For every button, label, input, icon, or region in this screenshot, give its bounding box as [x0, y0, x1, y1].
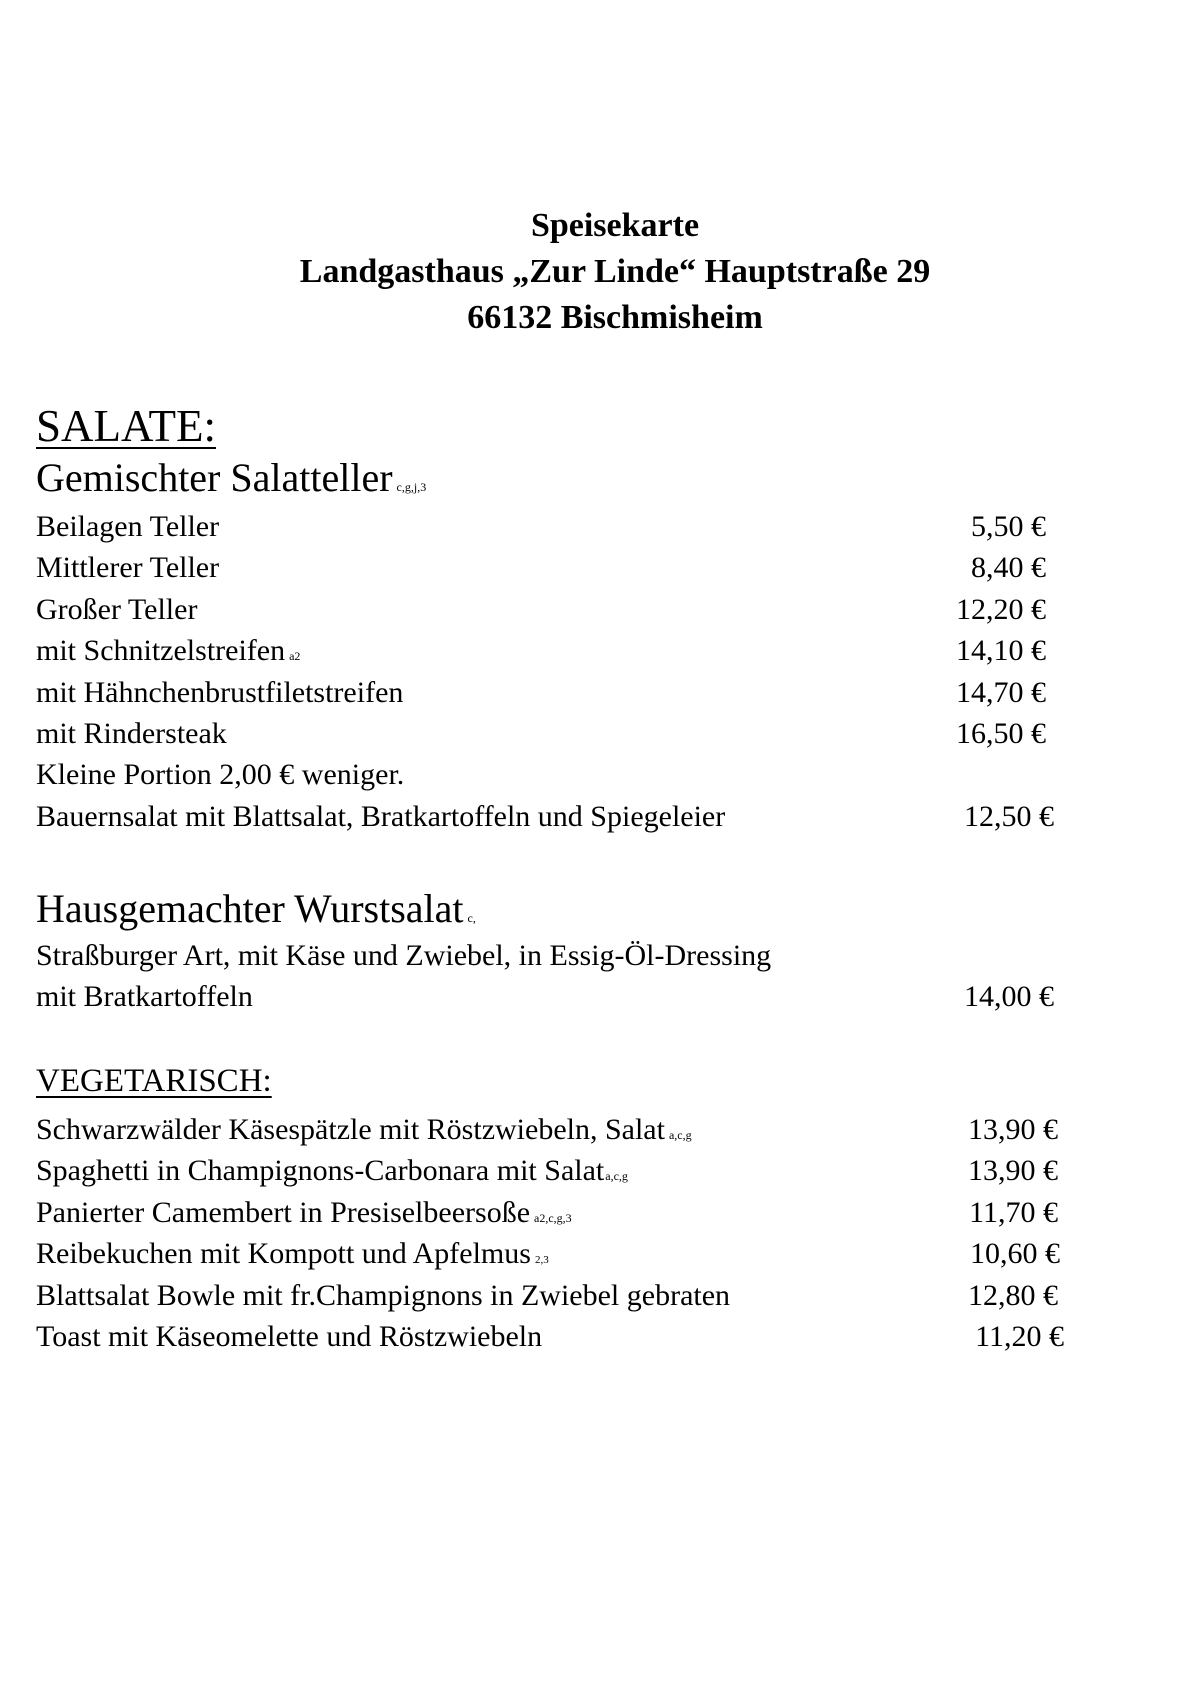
item-price: 13,90 €	[968, 1154, 1058, 1187]
menu-item	[36, 717, 227, 751]
allergen-note: a2	[289, 649, 301, 663]
item-price: 12,50 €	[964, 800, 1054, 833]
menu-item	[36, 1279, 730, 1313]
item-price: 14,70 €	[956, 676, 1046, 709]
menu-item	[36, 800, 725, 834]
item-price: 10,60 €	[970, 1237, 1060, 1270]
allergen-note: a,c,g	[668, 1128, 692, 1142]
allergen-note: 2,3	[534, 1254, 549, 1266]
item-name: Blattsalat Bowle mit fr.Champignons in Zwiebel gebraten	[36, 1279, 731, 1312]
allergen-note: a,c,g	[605, 1169, 628, 1183]
section-title-vegetarisch: VEGETARISCH:	[36, 1063, 272, 1099]
portion-note: Kleine Portion 2,00 € weniger.	[36, 758, 405, 791]
item-name: Spaghetti in Champignons-Carbonara mit Salat	[36, 1154, 605, 1187]
menu-item	[36, 634, 300, 668]
item-name: Reibekuchen mit Kompott und Apfelmus	[36, 1237, 531, 1270]
subheading-text: Hausgemachter Wurstsalat	[36, 886, 464, 931]
item-price: 16,50 €	[956, 717, 1046, 750]
item-price: 13,90 €	[968, 1113, 1058, 1146]
item-name: mit Rindersteak	[36, 717, 227, 750]
menu-item	[36, 1154, 628, 1188]
allergen-note: c,g,j,3	[396, 480, 427, 494]
menu-header	[0, 203, 1190, 341]
item-price: 12,20 €	[956, 593, 1046, 626]
section-title-salate: SALATE:	[36, 401, 216, 451]
item-name: Toast mit Käseomelette und Röstzwiebeln	[36, 1320, 543, 1353]
item-name: Schwarzwälder Käsespätzle mit Röstzwiebeln, Salat	[36, 1113, 665, 1146]
item-price: 11,70 €	[969, 1196, 1058, 1229]
item-price: 11,20 €	[975, 1320, 1064, 1353]
item-name: Bauernsalat mit Blattsalat, Bratkartoffeln und Spiegeleier	[36, 800, 726, 833]
item-name: mit Hähnchenbrustfiletstreifen	[36, 676, 404, 709]
menu-item	[36, 551, 219, 585]
menu-item	[36, 1113, 692, 1147]
menu-item	[36, 593, 197, 627]
subheading-text: Gemischter Salatteller	[36, 455, 393, 500]
menu-title: Speisekarte	[530, 207, 700, 244]
item-price: 12,80 €	[968, 1279, 1058, 1312]
subheading-wurstsalat	[36, 885, 476, 932]
allergen-note: a2,c,g,3	[534, 1211, 572, 1225]
item-name: mit Schnitzelstreifen	[36, 634, 286, 667]
item-price: 8,40 €	[971, 551, 1046, 584]
restaurant-address: Landgasthaus „Zur Linde“ Hauptstraße 29	[299, 253, 931, 290]
item-price: 14,00 €	[964, 980, 1054, 1013]
menu-item	[36, 676, 403, 710]
item-description: Straßburger Art, mit Käse und Zwiebel, in Essig-Öl-Dressing	[36, 939, 772, 972]
menu-item	[36, 510, 219, 544]
item-price: 14,10 €	[956, 634, 1046, 667]
item-description: mit Bratkartoffeln	[36, 980, 253, 1013]
menu-item	[36, 1320, 542, 1354]
allergen-note: c,	[467, 911, 476, 925]
item-name: Beilagen Teller	[36, 510, 220, 543]
subheading-gemischter-salatteller	[36, 454, 426, 501]
menu-item	[36, 1237, 549, 1271]
item-name: Mittlerer Teller	[36, 551, 220, 584]
item-name: Großer Teller	[36, 593, 198, 626]
item-price: 5,50 €	[971, 510, 1046, 543]
menu-item	[36, 1196, 572, 1230]
item-name: Panierter Camembert in Presiselbeersoße	[36, 1196, 531, 1229]
restaurant-city: 66132 Bischmisheim	[467, 299, 763, 336]
